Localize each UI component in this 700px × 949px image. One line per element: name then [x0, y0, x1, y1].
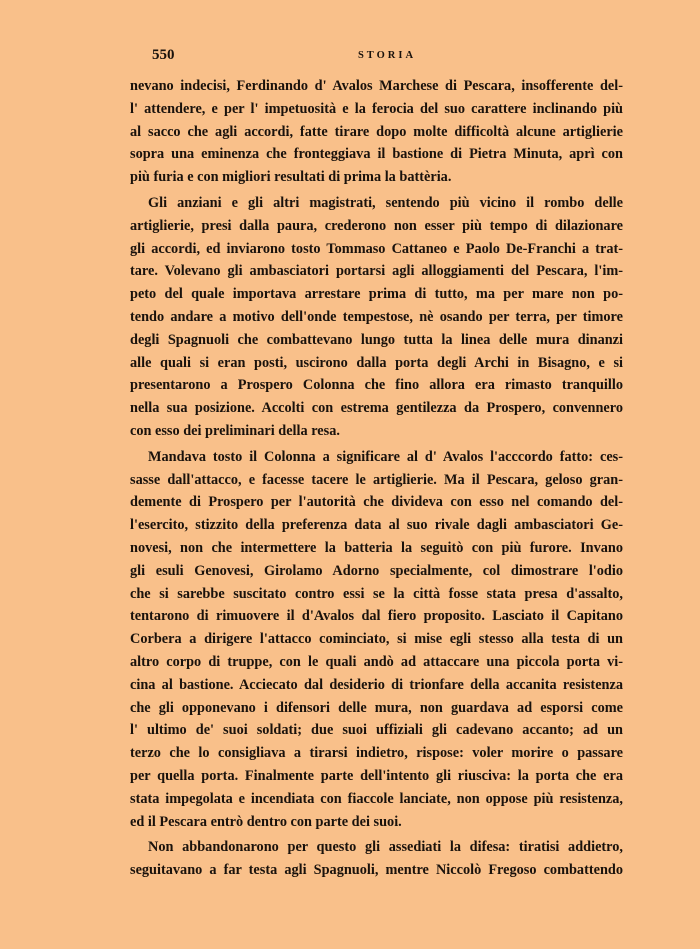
running-title: STORIA — [357, 50, 417, 61]
text-line: stata impegolata e incendiata con fiaccole lanciate, non oppose più resistenza, — [130, 790, 623, 807]
text-line: cina al bastione. Acciecato dal desiderio di trionfare della accanita resistenza — [130, 676, 623, 693]
text-line: con esso dei preliminari della resa. — [130, 422, 340, 439]
text-line: che gli opponevano i difensori delle mura, non guardava ad esporsi come — [130, 699, 623, 716]
text-line: tare. Volevano gli ambasciatori portarsi agli alloggiamenti del Pescara, l'im- — [130, 263, 623, 280]
text-line: tendo andare a motivo dell'onde tempestose, nè osando per terra, per timore — [130, 308, 623, 325]
text-line: demente di Prospero per l'autorità che divideva con esso nel comando del- — [130, 494, 623, 511]
text-line: peto del quale importava arrestare prima di tutto, ma per mare non po- — [130, 286, 623, 303]
text-line: gli accordi, ed inviarono tosto Tommaso Cattaneo e Paolo De-Franchi a trat- — [130, 240, 623, 257]
text-line: artiglierie, presi dalla paura, crederono non esser più tempo di dilazionare — [130, 217, 623, 234]
text-line: Mandava tosto il Colonna a significare al d' Avalos l'acccordo fatto: ces- — [148, 448, 623, 465]
text-line: Corbera a dirigere l'attacco cominciato, si mise egli stesso alla testa di un — [130, 631, 623, 648]
text-line: per quella porta. Finalmente parte dell'intento gli riusciva: la porta che era — [130, 767, 623, 784]
text-line: più furia e con migliori resultati di prima la battèria. — [130, 169, 452, 186]
text-line: degli Spagnuoli che combattevano lungo tutta la linea delle mura dinanzi — [130, 331, 623, 348]
text-line: nevano indecisi, Ferdinando d' Avalos Marchese di Pescara, insofferente del- — [130, 78, 623, 94]
paragraph — [130, 75, 623, 189]
text-line: novesi, non che intermettere la batteria la seguitò con più furore. Invano — [130, 539, 623, 556]
text-line: seguitavano a far testa agli Spagnuoli, mentre Niccolò Fregoso combattendo — [130, 862, 623, 879]
text-line: sopra una eminenza che fronteggiava il bastione di Pietra Minuta, aprì con — [130, 146, 623, 163]
text-line: altro corpo di truppe, con le quali andò ad attaccare una piccola porta vi- — [130, 653, 623, 670]
text-line: alle quali si eran posti, uscirono dalla porta degli Archi in Bisagno, e si — [130, 354, 623, 371]
text-line: sasse dall'attacco, e facesse tacere le artiglierie. Ma il Pescara, geloso gran- — [130, 471, 623, 488]
text-line: Gli anziani e gli altri magistrati, sentendo più vicino il rombo delle — [148, 194, 623, 211]
text-line: l' attendere, e per l' impetuosità e la ferocia del suo carattere inclinando più — [130, 100, 623, 117]
page-number: 550 — [152, 47, 175, 63]
text-line: nella sua posizione. Accolti con estrema gentilezza da Prospero, convennero — [130, 400, 623, 417]
paragraph — [130, 446, 623, 834]
text-line: al sacco che agli accordi, fatte tirare dopo molte difficoltà alcune artiglierie — [130, 123, 623, 140]
text-line: Non abbandonarono per questo gli assediati la difesa: tiratisi addietro, — [148, 839, 623, 856]
text-line: che si sarebbe suscitato contro essi se la città fosse stata presa d'assalto, — [130, 585, 623, 602]
body-text — [130, 75, 623, 882]
text-line: ed il Pescara entrò dentro con parte dei suoi. — [130, 813, 402, 830]
text-line: tentarono di rimuovere il d'Avalos dal fiero proposito. Lasciato il Capitano — [130, 608, 623, 625]
text-line: l' ultimo de' suoi soldati; due suoi uffiziali gli cadevano accanto; ad un — [130, 722, 623, 739]
text-line: gli esuli Genovesi, Girolamo Adorno specialmente, col dimostrare l'odio — [130, 562, 623, 579]
paragraph — [130, 836, 623, 882]
page-header — [152, 47, 622, 71]
paragraph — [130, 192, 623, 443]
text-line: presentarono a Prospero Colonna che fino allora era rimasto tranquillo — [130, 377, 623, 394]
text-line: l'esercito, stizzito della preferenza data al suo rivale dagli ambasciatori Ge- — [130, 517, 623, 534]
text-line: terzo che lo consigliava a tirarsi indietro, rispose: voler morire o passare — [130, 745, 623, 762]
